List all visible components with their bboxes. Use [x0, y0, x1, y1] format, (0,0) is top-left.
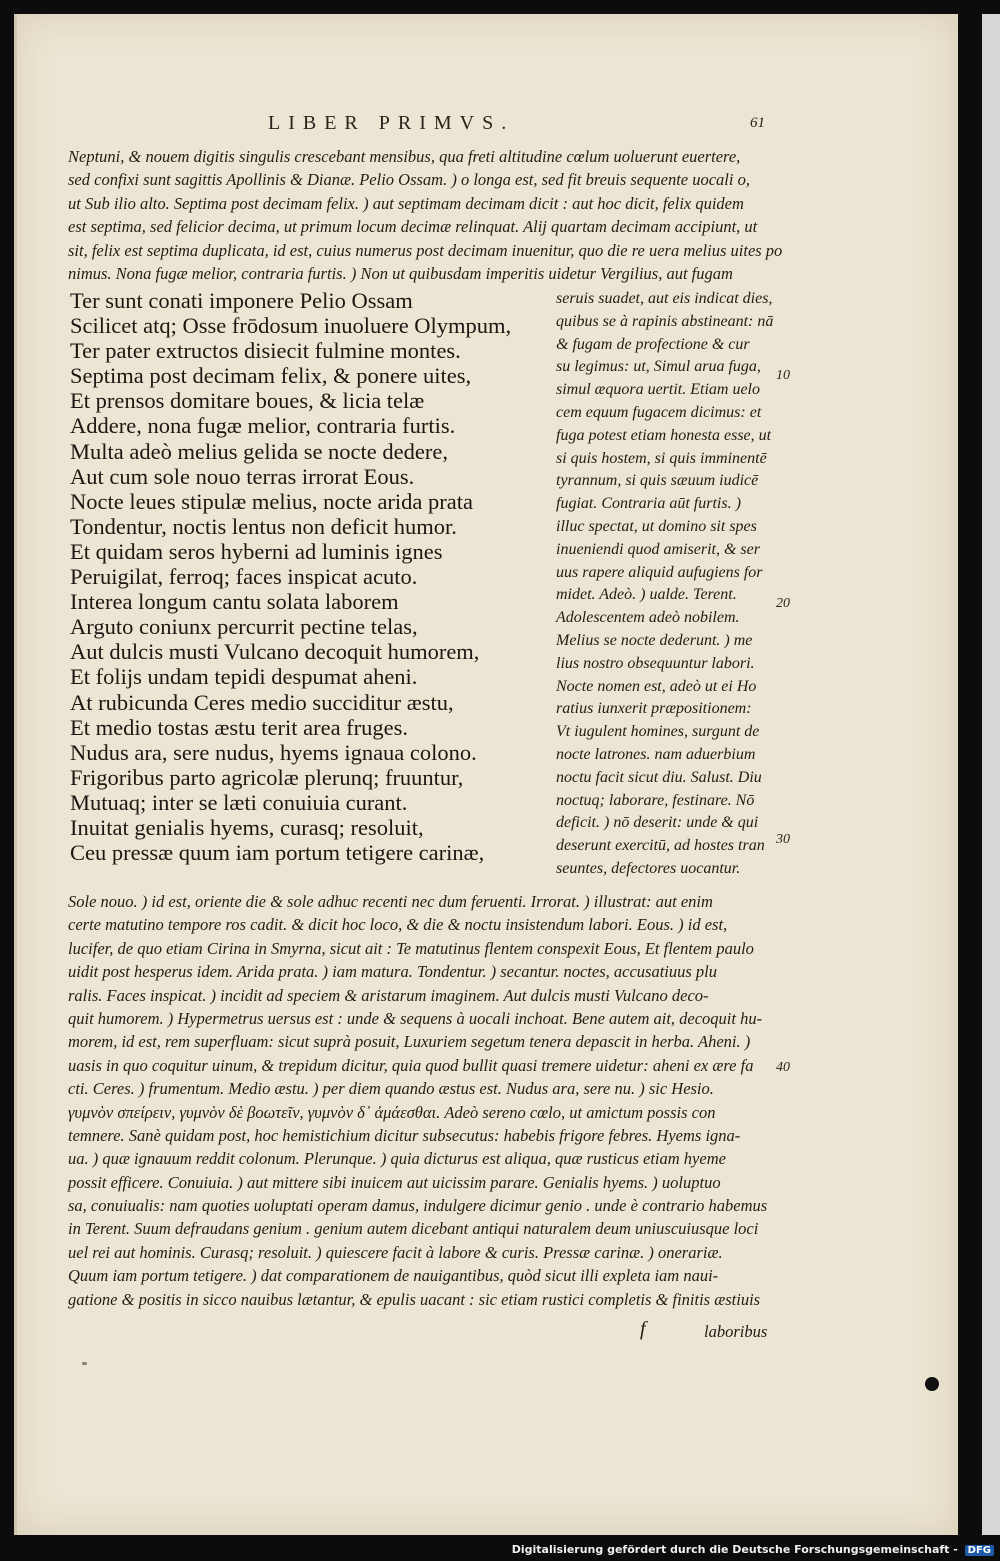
commentary-line: est septima, sed felicior decima, ut primum locum decimæ relinquat. Alij quartam decimam accipiunt, ut	[68, 217, 758, 237]
side-line: nocte latrones. nam aduerbium	[556, 745, 756, 763]
side-line: seruis suadet, aut eis indicat dies,	[556, 290, 773, 307]
side-line: fuga potest etiam honesta esse, ut	[556, 426, 772, 444]
verse-line: Aut dulcis musti Vulcano decoquit humorem,	[70, 639, 480, 665]
side-line: lius nostro obsequuntur labori.	[556, 654, 755, 672]
side-line: si quis hostem, si quis imminentē	[556, 449, 767, 467]
verse-line: Inuitat genialis hyems, curasq; resoluit,	[70, 814, 424, 840]
commentary-line: gatione & positis in sicco nauibus lætantur, & epulis uacant : sic etiam rustici completis & finitis æstiuis	[68, 1289, 761, 1309]
verse-line: Et medio tostas æstu terit area fruges.	[70, 714, 409, 740]
side-line: Vt iugulent homines, surgunt de	[556, 723, 760, 741]
paper-speck	[82, 1362, 87, 1365]
commentary-line: in Terent. Suum defraudans genium . genium autem dicebant antiqui naturalem deum uniuscuiusque loci	[68, 1219, 759, 1239]
verse-column	[70, 288, 511, 865]
line-number: 20	[776, 596, 790, 611]
side-line: Melius se nocte dederunt. ) me	[556, 631, 753, 649]
side-commentary	[556, 288, 773, 881]
commentary-line: ralis. Faces inspicat. ) incidit ad speciem & aristarum imaginem. Aut dulcis musti Vulcano deco-	[68, 985, 709, 1005]
verse-line: Nocte leues stipulæ melius, nocte arida prata	[70, 488, 474, 514]
commentary-line: morem, id est, rem superfluam: sicut suprà posuit, Luxuriem segetum tenera depascit in herba. Aheni. )	[68, 1032, 751, 1052]
commentary-line: cti. Ceres. ) frumentum. Medio æstu. ) per diem quando æstus est. Nudus ara, sere nu. ) sic Hesio.	[68, 1079, 714, 1099]
commentary-line: temnere. Sanè quidam post, hoc hemistichium dicitur subsecutus: habebis frigore febres. Hyems igna-	[68, 1125, 741, 1145]
side-line: deserunt exercitū, ad hostes tran	[556, 837, 765, 855]
commentary-line: Sole nouo. ) id est, oriente die & sole adhuc recenti nec dum feruenti. Irrorat. ) illustrat: aut enim	[68, 892, 713, 911]
commentary-line: sa, conuiualis: nam quoties uoluptati operam damus, indulgere dicimur genio . unde è contrario habemus	[68, 1196, 768, 1216]
scan-marker-dot	[925, 1377, 939, 1391]
verse-line: Ter pater extructos disiecit fulmine montes.	[70, 338, 461, 364]
side-line: & fugam de profectione & cur	[556, 335, 750, 353]
commentary-line: γυμνὸν σπείρειν, γυμνὸν δὲ βοωτεῖν, γυμνὸν δ᾽ ἀμάεσθαι. Adeò sereno cœlo, ut amictum possis con	[68, 1102, 716, 1122]
side-line: noctu facit sicut diu. Salust. Diu	[556, 768, 762, 786]
scan-gray-strip	[982, 14, 1000, 1535]
verse-line: Peruigilat, ferroq; faces inspicat acuto.	[70, 564, 418, 590]
verse-line: Et folijs undam tepidi despumat aheni.	[70, 664, 418, 690]
footer-text: Digitalisierung gefördert durch die Deutsche Forschungsgemeinschaft -	[511, 1543, 958, 1556]
commentary-line: ua. ) quæ ignauum reddit colonum. Plerunque. ) quia dicturus est aliqua, quæ rusticus etiam hyeme	[68, 1149, 726, 1169]
commentary-bottom	[68, 890, 767, 1311]
side-line: fugiat. Contraria aūt furtis. )	[556, 495, 741, 513]
commentary-line: uel rei aut hominis. Curasq; resoluit. ) quiescere facit à labore & curis. Pressæ carinæ. ) onerariæ.	[68, 1242, 723, 1262]
line-number: 40	[776, 1060, 790, 1075]
verse-line: Aut cum sole nouo terras irrorat Eous.	[70, 463, 415, 489]
page-edge	[14, 14, 17, 1535]
verse-line: Et prensos domitare boues, & licia telæ	[70, 388, 425, 414]
signature-mark: f	[640, 1318, 646, 1340]
side-line: noctuq; laborare, festinare. Nō	[556, 791, 755, 809]
line-number: 30	[776, 832, 790, 847]
verse-line: Nudus ara, sere nudus, hyems ignaua colono.	[70, 739, 477, 765]
side-line: su legimus: ut, Simul arua fuga,	[556, 358, 761, 376]
commentary-line: lucifer, de quo etiam Cirina in Smyrna, sicut ait : Te matutinus flentem conspexit Eous, Et flentem paulo	[68, 938, 754, 958]
side-line: illuc spectat, ut domino sit spes	[556, 517, 757, 535]
side-line: seuntes, defectores uocantur.	[556, 859, 741, 877]
verse-line: Et quidam seros hyberni ad luminis ignes	[70, 538, 443, 564]
verse-line: Tondentur, noctis lentus non deficit humor.	[70, 513, 457, 539]
commentary-line: quit humorem. ) Hypermetrus uersus est : unde & sequens à uocali inchoat. Bene autem ait, decoquit hu-	[68, 1008, 763, 1028]
commentary-line: sed confixi sunt sagittis Apollinis & Dianæ. Pelio Ossam. ) o longa est, sed fit breuis sequente uocali o,	[68, 170, 750, 190]
side-line: midet. Adeò. ) ualde. Terent.	[556, 586, 737, 604]
commentary-top	[68, 145, 782, 285]
commentary-line: uidit post hesperus idem. Arida prata. ) iam matura. Tondentur. ) secantur. noctes, accusatiuus plu	[68, 962, 717, 982]
verse-line: Scilicet atq; Osse frōdosum inuoluere Olympum,	[70, 313, 512, 339]
commentary-line: sit, felix est septima duplicata, id est, cuius numerus post decimam inuenitur, quo die re uera melius uites po	[68, 240, 783, 260]
side-line: tyrannum, si quis sæuum iudicē	[556, 472, 759, 490]
verse-line: Mutuaq; inter se læti conuiuia curant.	[70, 789, 408, 815]
commentary-line: Neptuni, & nouem digitis singulis crescebant mensibus, qua freti altitudine cœlum uoluerunt euertere,	[68, 147, 741, 166]
dfg-logo[interactable]: DFG	[965, 1545, 994, 1556]
line-number: 10	[776, 368, 790, 383]
running-head: LIBER PRIMVS.	[268, 112, 515, 134]
commentary-line: certe matutino tempore ros cadit. & dicit hoc loco, & die & noctu insistendum labori. Eous. ) id est,	[68, 915, 728, 935]
commentary-line: ut Sub ilio alto. Septima post decimam felix. ) aut septimam decimam dicit : aut hoc dicit, felix quidem	[68, 193, 744, 213]
digitization-footer	[512, 1543, 994, 1556]
side-line: ratius iunxerit præpositionem:	[556, 700, 752, 718]
side-line: Adolescentem adeò nobilem.	[556, 609, 740, 627]
side-line: Nocte nomen est, adeò ut ei Ho	[556, 677, 757, 695]
catchword: laboribus	[704, 1322, 768, 1341]
verse-line: Multa adeò melius gelida se nocte dedere,	[70, 438, 448, 464]
verse-line: Ceu pressæ quum iam portum tetigere carinæ,	[70, 840, 485, 866]
side-line: cem equum fugacem dicimus: et	[556, 403, 762, 421]
verse-line: Addere, nona fugæ melior, contraria furtis.	[70, 413, 456, 439]
verse-line: At rubicunda Ceres medio succiditur æstu,	[70, 689, 454, 715]
verse-line: Arguto coniunx percurrit pectine telas,	[70, 614, 418, 640]
page-number: 61	[750, 115, 765, 131]
side-line: uus rapere aliquid aufugiens for	[556, 563, 763, 581]
verse-line: Interea longum cantu solata laborem	[70, 589, 399, 615]
commentary-line: nimus. Nona fugæ melior, contraria furtis. ) Non ut quibusdam imperitis uidetur Vergilius, aut fugam	[68, 263, 733, 283]
verse-line: Frigoribus parto agricolæ plerunq; fruuntur,	[70, 764, 464, 790]
side-line: simul æquora uertit. Etiam uelo	[556, 381, 760, 399]
side-line: inueniendi quod amiserit, & ser	[556, 540, 760, 558]
commentary-line: Quum iam portum tetigere. ) dat comparationem de nauigantibus, quòd sicut illi expleta iam naui-	[68, 1266, 719, 1286]
verse-line: Ter sunt conati imponere Pelio Ossam	[70, 288, 413, 313]
side-line: deficit. ) nō deserit: unde & qui	[556, 814, 759, 832]
commentary-line: possit efficere. Conuiuia. ) aut mittere sibi inuicem aut uicissim parare. Genialis hyems. ) uoluptuo	[68, 1172, 721, 1192]
verse-line: Septima post decimam felix, & ponere uites,	[70, 363, 472, 389]
side-line: quibus se à rapinis abstineant: nā	[556, 312, 774, 330]
commentary-line: uasis in quo coquitur uinum, & trepidum dicitur, quia quod bullit quasi tremere uidetur: aheni ex ære fa	[68, 1055, 754, 1075]
